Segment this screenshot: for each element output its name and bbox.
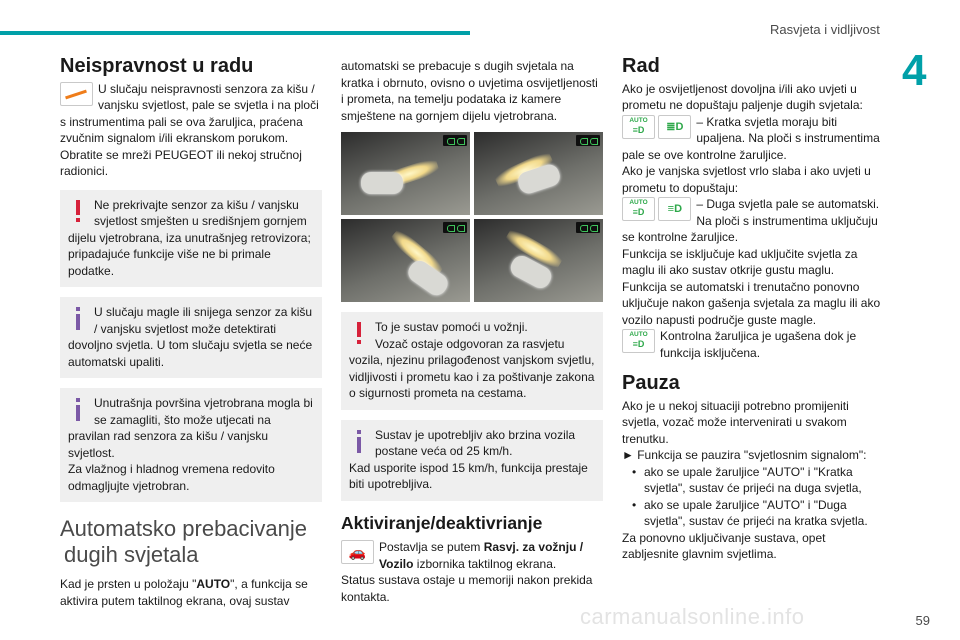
warning-box-sensor	[60, 190, 322, 288]
info-speed-text-b: Kad usporite ispod 15 km/h, funkcija prestaje biti upotrebljiva.	[349, 460, 588, 491]
fault-text: U slučaju neispravnosti senzora za kišu / vanjsku svjetlost, pale se svjetla i na ploči s instrumentima pali se ova žaruljica, praćena zvučnim signalom i/ili ekranskom porukom. Obratite se mreži PEUGEOT ili nekoj stručnoj radionici.	[60, 81, 319, 178]
low-beam-icon: ≣D	[658, 115, 691, 139]
info-icon	[68, 306, 90, 332]
illustration-night-road-4	[474, 219, 603, 302]
activation-menu-2: Vozilo	[379, 556, 414, 571]
activation-post: izbornika taktilnog ekrana.	[413, 556, 557, 571]
column-1	[60, 52, 322, 609]
info-fog-text: U slučaju magle ili snijega senzor za kišu / vanjsku svjetlost može detektirati dovoljno svjetla. U tom slučaju svjetla se neće automatski upaliti.	[68, 305, 313, 369]
activation-text	[341, 539, 603, 572]
auto-intro-text	[60, 576, 322, 609]
heading-auto-line1: Automatsko prebacivanje	[60, 516, 308, 541]
beam-indicator-icon	[576, 135, 600, 146]
column-2	[341, 52, 603, 605]
beam-indicator-icon	[443, 135, 467, 146]
pause-end: Za ponovno uključivanje sustava, opet zablјesnite glavnim svjetlima.	[622, 530, 826, 561]
activation-pre: Postavlja se putem	[379, 540, 484, 554]
pause-arrow-step: ► Funkcija se pauzira "svjetlosnim signalom":	[622, 448, 867, 462]
operation-lamp-off: Kontrolna žaruljica je ugašena dok je funkcija isključena.	[660, 329, 857, 360]
auto-continued-text: automatski se prebacuje s dugih svjetala na kratka i obrnuto, ovisno o uvjetima osvijetljenosti i prometa, na temelju podataka iz kamere smještene na gornjem dijelu vjetrobrana.	[341, 59, 598, 123]
auto-lamp-icon: AUTO ≡D	[622, 329, 655, 353]
heading-operation: Rad	[622, 55, 660, 77]
chapter-number: 4	[902, 46, 927, 95]
info-box-windscreen	[60, 388, 322, 502]
warning-exclamation-icon	[349, 321, 371, 347]
indicator-icons-group	[622, 115, 691, 139]
indicator-icons-group	[622, 197, 691, 221]
vehicle-illustration	[361, 172, 403, 194]
warning-sensor-text: Ne prekrivajte senzor za kišu / vanjsku svjetlost smješten u središnjem gornjem dijelu vjetrobrana, iza unutrašnjeg retrovizora; pripadajuće funkcije više ne bi primale podatke.	[68, 197, 311, 278]
auto-text-post: ", a funkcija se aktivira putem taktilnog ekrana, ovaj sustav	[60, 577, 308, 608]
info-icon	[68, 397, 90, 423]
warning-driver-text-b: Vozač ostaje odgovoran za rasvjetu vozila, njezinu prilagođenost vanjskom svjetlu, vidljivosti i prometu kao i za poštivanje zakona o sigurnosti prometa na cestama.	[349, 336, 595, 400]
info-box-fog	[60, 297, 322, 378]
operation-low-beam: – Kratka svjetla moraju biti upaljena. Na ploči s instrumentima pale se ove kontrolne žaruljice.	[622, 114, 880, 162]
activation-memory-text: Status sustava ostaje u memoriji nakon prekida kontakta.	[341, 573, 593, 604]
heading-fault: Neispravnost u radu	[60, 55, 254, 77]
column-3	[622, 52, 884, 563]
illustration-night-road-1	[341, 132, 470, 215]
heading-auto-line2: dugih svjetala	[64, 542, 199, 567]
header-accent-bar	[0, 31, 470, 35]
operation-weak-light: Ako je vanjska svjetlost vrlo slaba i ako uvjeti u prometu to dopuštaju:	[622, 164, 871, 195]
pause-intro: Ako je u nekoj situaciji potrebno promijeniti svjetla, vozač može intervenirati u svakom trenutku.	[622, 398, 849, 446]
heading-activation: Aktiviranje/deaktivrianje	[341, 512, 543, 533]
auto-text-bold: AUTO	[196, 577, 231, 591]
auto-text-pre: Kad je prsten u položaju "	[60, 577, 197, 591]
warning-exclamation-icon	[68, 199, 90, 225]
auto-lamp-icon: AUTO ≡D	[622, 115, 655, 139]
operation-intro: Ako je osvijetljenost dovoljna i/ili ako uvjeti u prometu ne dopuštaju paljenje dugih svjetala:	[622, 81, 863, 112]
pause-bullets	[622, 464, 884, 530]
warning-driver-text-a: To je sustav pomoći u vožnji.	[375, 320, 528, 334]
wrench-warning-icon	[60, 82, 93, 106]
illustration-night-road-3	[341, 219, 470, 302]
info-box-speed	[341, 420, 603, 501]
operation-fog-off: Funkcija se isključuje kad uključite svjetla za maglu ili ako sustav otkrije gustu maglu.	[622, 246, 858, 277]
illustration-night-road-2	[474, 132, 603, 215]
list-item: • ako se upale žaruljice "AUTO" i "Kratka svjetla", sustav će prijeći na duga svjetla,	[632, 464, 884, 497]
illustration-grid	[341, 132, 603, 302]
car-settings-icon: 🚗	[341, 540, 374, 564]
info-windscreen-text-b: Za vlažnog i hladnog vremena redovito odmagljujte vjetrobran.	[68, 462, 275, 493]
operation-high-beam: – Duga svjetla pale se automatski. Na ploči s instrumentima uključuju se kontrolne žaruljice.	[622, 197, 880, 244]
watermark: carmanualsonline.info	[580, 604, 805, 629]
chapter-title: Rasvjeta i vidljivost	[770, 22, 880, 37]
high-beam-icon: ≡D	[658, 197, 691, 221]
beam-indicator-icon	[576, 222, 600, 233]
warning-box-driver	[341, 312, 603, 410]
operation-fog-back: Funkcija se automatski i trenutačno ponovno uključuje nakon gašenja svjetala za maglu ili ako vozilo napusti područje guste magle.	[622, 279, 881, 327]
info-icon	[349, 429, 371, 455]
info-speed-text-a: Sustav je upotrebljiv ako brzina vozila postane veća od 25 km/h.	[375, 427, 576, 458]
activation-menu-1: Rasvj. za vožnju /	[483, 540, 584, 554]
heading-pause: Pauza	[622, 372, 680, 394]
auto-lamp-icon: AUTO ≡D	[622, 197, 655, 221]
page-number: 59	[915, 613, 930, 628]
info-windscreen-text-a: Unutrašnja površina vjetrobrana mogla bi se zamagliti, što može utjecati na pravilan rad senzora za kišu / vanjsku svjetlost.	[68, 396, 313, 460]
list-item: • ako se upale žaruljice "AUTO" i "Duga svjetla", sustav će prijeći na kratka svjetla.	[632, 497, 884, 530]
heading-auto-high-beam	[60, 516, 322, 568]
beam-indicator-icon	[443, 222, 467, 233]
